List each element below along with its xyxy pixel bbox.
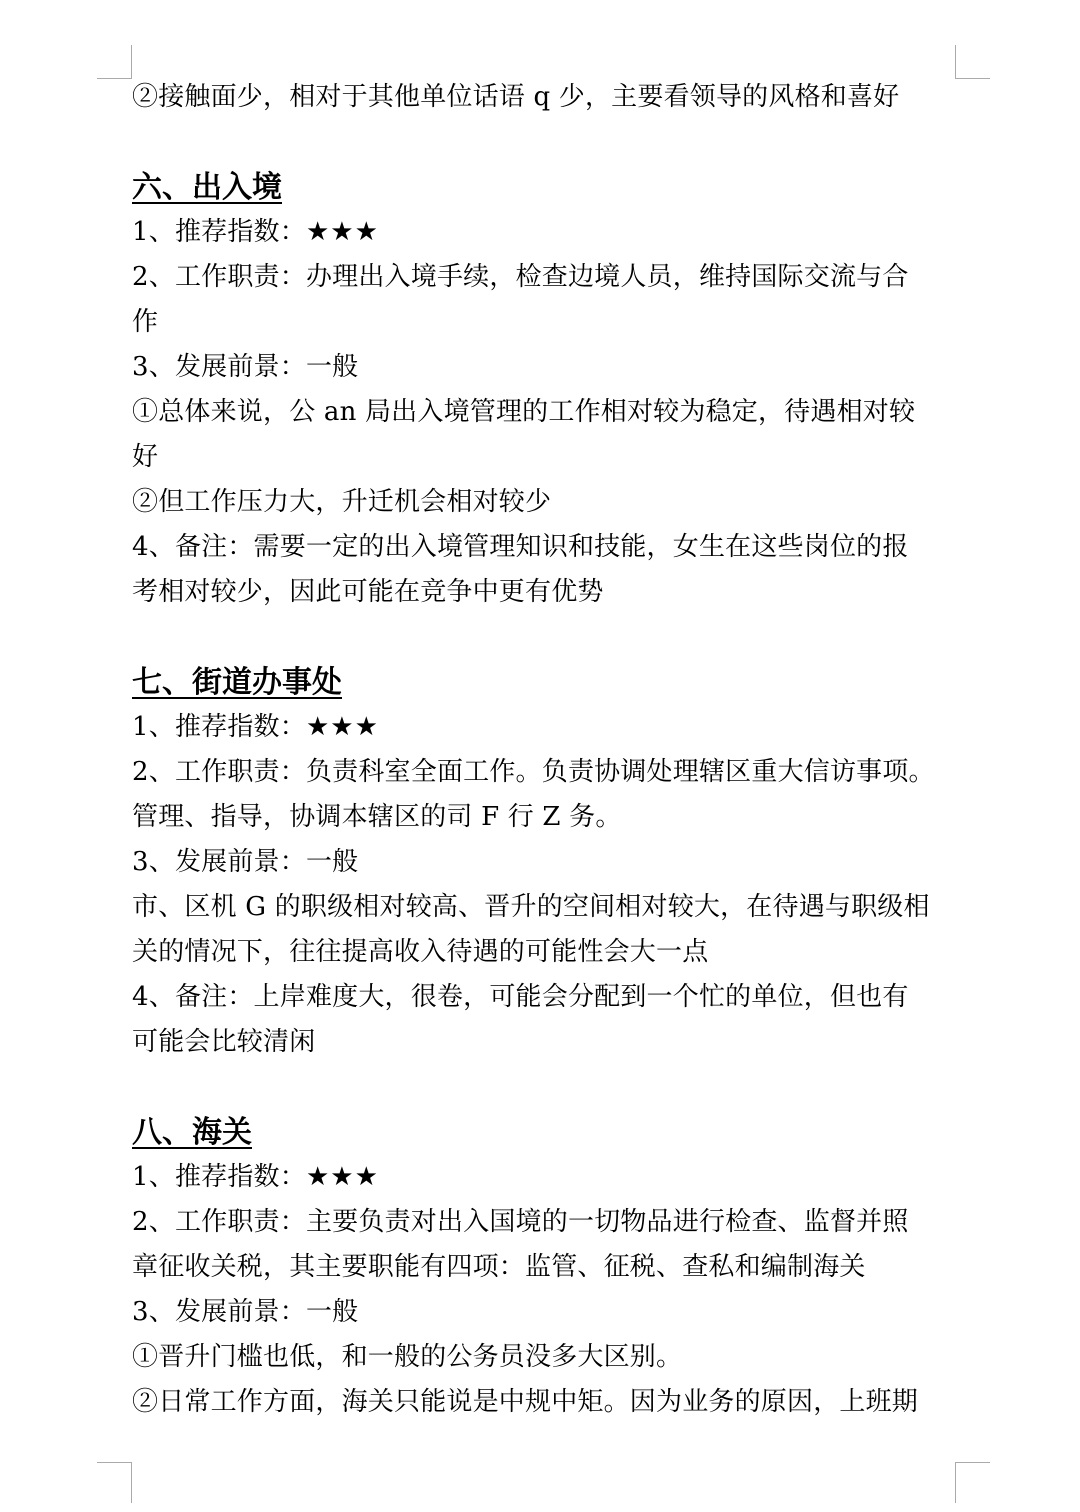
rating-stars: ★★★ xyxy=(305,712,379,742)
point-2: ②但工作压力大，升迁机会相对较少 xyxy=(132,487,552,517)
section-heading: 八、海关 xyxy=(132,1115,252,1150)
note-line: 4、备注：上岸难度大，很卷，可能会分配到一个忙的单位，但也有 xyxy=(132,982,909,1012)
spacer xyxy=(132,615,955,660)
rating-label: 1、推荐指数： xyxy=(132,217,306,247)
duty-line-continued: 管理、指导，协调本辖区的司 F 行 Z 务。 xyxy=(132,802,622,832)
duty-line-continued: 章征收关税，其主要职能有四项：监管、征税、查私和编制海关 xyxy=(132,1252,866,1282)
spacer xyxy=(132,120,955,165)
point-1-continued: 关的情况下，往往提高收入待遇的可能性会大一点 xyxy=(132,937,709,967)
prospect-line: 3、发展前景：一般 xyxy=(132,847,359,877)
rating-stars: ★★★ xyxy=(305,1162,379,1192)
duty-line: 2、工作职责：主要负责对出入国境的一切物品进行检查、监督并照 xyxy=(132,1207,909,1237)
point-2: ②日常工作方面，海关只能说是中规中矩。因为业务的原因，上班期 xyxy=(132,1387,919,1417)
section-heading: 六、出入境 xyxy=(132,170,282,205)
prospect-line: 3、发展前景：一般 xyxy=(132,1297,359,1327)
rating-line xyxy=(132,210,955,255)
rating-stars: ★★★ xyxy=(305,217,379,247)
rating-line xyxy=(132,705,955,750)
point-1: 市、区机 G 的职级相对较高、晋升的空间相对较大，在待遇与职级相 xyxy=(132,892,930,922)
section-immigration xyxy=(132,165,955,615)
section-heading: 七、街道办事处 xyxy=(132,665,342,700)
duty-line: 2、工作职责：办理出入境手续，检查边境人员，维持国际交流与合 xyxy=(132,262,909,292)
section-customs xyxy=(132,1110,955,1425)
crop-mark-top-right xyxy=(955,45,990,79)
duty-line-continued: 作 xyxy=(132,307,159,337)
crop-mark-top-left xyxy=(97,45,132,79)
note-line: 4、备注：需要一定的出入境管理知识和技能，女生在这些岗位的报 xyxy=(132,532,909,562)
document-body xyxy=(132,75,955,1425)
section-street-office xyxy=(132,660,955,1065)
note-line-continued: 考相对较少，因此可能在竞争中更有优势 xyxy=(132,577,604,607)
note-line-continued: 可能会比较清闲 xyxy=(132,1027,316,1057)
point-1: ①晋升门槛也低，和一般的公务员没多大区别。 xyxy=(132,1342,683,1372)
prospect-line: 3、发展前景：一般 xyxy=(132,352,359,382)
point-1: ①总体来说，公 an 局出入境管理的工作相对较为稳定，待遇相对较 xyxy=(132,397,916,427)
point-1-continued: 好 xyxy=(132,442,159,472)
crop-mark-bottom-left xyxy=(97,1462,132,1503)
duty-line: 2、工作职责：负责科室全面工作。负责协调处理辖区重大信访事项。 xyxy=(132,757,935,787)
paragraph-top-note: ②接触面少，相对于其他单位话语 q 少，主要看领导的风格和喜好 xyxy=(132,82,900,112)
spacer xyxy=(132,1065,955,1110)
rating-label: 1、推荐指数： xyxy=(132,712,306,742)
rating-line xyxy=(132,1155,955,1200)
rating-label: 1、推荐指数： xyxy=(132,1162,306,1192)
crop-mark-bottom-right xyxy=(955,1462,990,1503)
